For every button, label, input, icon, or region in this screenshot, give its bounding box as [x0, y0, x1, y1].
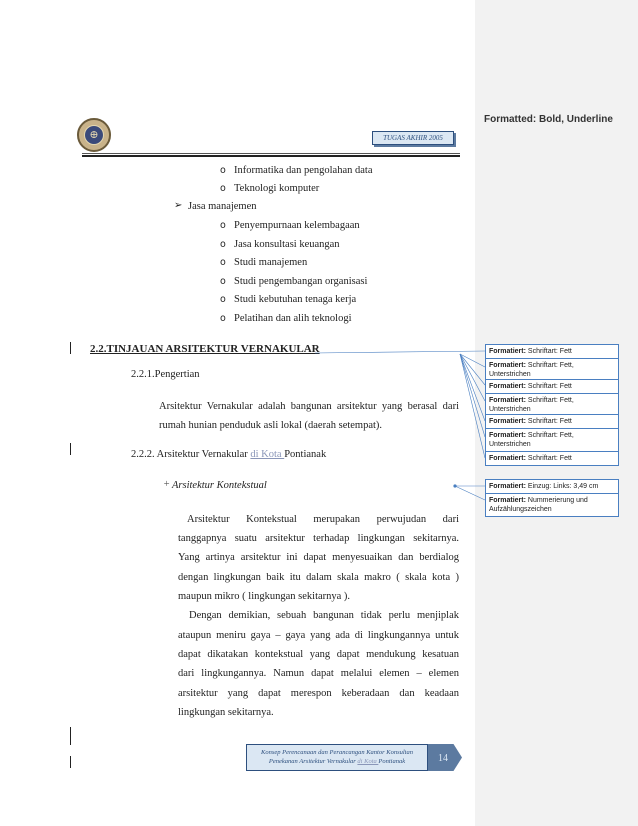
- format-comment[interactable]: [485, 414, 619, 429]
- inserted-text: di Kota: [250, 449, 285, 460]
- list-item: Pelatihan dan alih teknologi: [234, 313, 352, 324]
- comment-label: Formatiert:: [489, 455, 526, 462]
- comment-label: Formatiert:: [489, 362, 526, 369]
- circle-bullet-icon: o: [220, 165, 226, 176]
- header-badge: TUGAS AKHIR 2005: [372, 131, 454, 145]
- format-comment[interactable]: [485, 493, 619, 517]
- comment-text: Schriftart: Fett, Unterstrichen: [489, 432, 574, 448]
- comment-text: Einzug: Links: 3,49 cm: [527, 483, 599, 490]
- logo-glyph: ⊕: [89, 128, 99, 141]
- paragraph-line: dapat dikatakan kontekstual yang dapat mendukung kesatuan: [178, 649, 459, 660]
- comment-text: Schriftart: Fett: [527, 418, 572, 425]
- paragraph-line: arsitektur yang dapat merespon keberadaan dan keadaan: [178, 688, 459, 699]
- paragraph-line: Dengan demikian, sebuah bangunan tidak perlu menjiplak: [189, 610, 459, 621]
- circle-bullet-icon: o: [220, 183, 226, 194]
- footer-line-2-tail: Pontianak: [378, 758, 406, 765]
- sidebar-title: Formatted: Bold, Underline: [484, 114, 613, 125]
- paragraph-line: dari lingkungannya. Namun dapat melalui elemen – elemen: [178, 668, 459, 679]
- page-number: 14: [438, 753, 448, 764]
- comment-text: Nummerierung und Aufzählungszeichen: [489, 497, 588, 513]
- circle-bullet-icon: o: [220, 257, 226, 268]
- paragraph-line: maupun mikro ( lingkungan sekitarnya ).: [178, 591, 351, 602]
- comment-label: Formatiert:: [489, 483, 526, 490]
- footer-line-2: [246, 757, 428, 766]
- comment-text: Schriftart: Fett, Unterstrichen: [489, 362, 574, 378]
- comment-label: Formatiert:: [489, 348, 526, 355]
- comment-text: Schriftart: Fett, Unterstrichen: [489, 397, 574, 413]
- subsection-title-tail: Pontianak: [284, 449, 327, 460]
- list-item: Jasa konsultasi keuangan: [234, 239, 340, 250]
- footer-line-2-text: Penekanan Arsitektur Vernakular: [268, 758, 358, 765]
- subsection-title-text: 2.2.2. Arsitektur Vernakular: [131, 449, 251, 460]
- list-heading-jasa: Jasa manajemen: [188, 201, 257, 212]
- comment-text: Schriftart: Fett: [527, 455, 572, 462]
- paragraph-line: lingkungan sekitarnya.: [178, 707, 274, 718]
- paragraph-line: ataupun meniru gaya – gaya yang ada di lingkungannya untuk: [178, 630, 459, 641]
- list-item: Studi kebutuhan tenaga kerja: [234, 294, 357, 305]
- paragraph-line: tanggapnya suatu arsitektur terhadap lingkungan sekitarnya.: [178, 533, 459, 544]
- list-item: Studi pengembangan organisasi: [234, 276, 368, 287]
- paragraph-line: dengan lingkungan baik itu dalam skala makro ( skala kota ): [178, 572, 459, 583]
- comment-text: Schriftart: Fett: [527, 383, 572, 390]
- list-item: Studi manajemen: [234, 257, 308, 268]
- circle-bullet-icon: o: [220, 276, 226, 287]
- list-item: Teknologi komputer: [234, 183, 320, 194]
- format-comment[interactable]: [485, 428, 619, 452]
- format-comment[interactable]: [485, 479, 619, 494]
- footer-text: [246, 748, 428, 766]
- format-comment[interactable]: [485, 451, 619, 466]
- comment-label: Formatiert:: [489, 432, 526, 439]
- kontekstual-marker: +: [163, 479, 171, 490]
- kontekstual-title: Arsitektur Kontekstual: [172, 480, 267, 491]
- circle-bullet-icon: o: [220, 313, 226, 324]
- comment-label: Formatiert:: [489, 497, 526, 504]
- comment-text: Schriftart: Fett: [527, 348, 572, 355]
- section-heading: 2.2.TINJAUAN ARSITEKTUR VERNAKULAR: [90, 343, 320, 355]
- comment-label: Formatiert:: [489, 397, 526, 404]
- list-item: Penyempurnaan kelembagaan: [234, 220, 360, 231]
- subsection-title: 2.2.1.Pengertian: [131, 369, 200, 380]
- format-comment[interactable]: [485, 379, 619, 394]
- arrow-bullet-icon: ➢: [174, 200, 183, 211]
- footer-line-1: Konsep Perencanaan dan Perancangan Kantor Konsultan: [261, 749, 413, 756]
- paragraph-line: Arsitektur Vernakular adalah bangunan arsitektur yang berasal dari: [159, 401, 459, 412]
- circle-bullet-icon: o: [220, 239, 226, 250]
- paragraph-line: rumah hunian penduduk asli lokal (daerah setempat).: [159, 420, 383, 431]
- paragraph-line: Arsitektur Kontekstual merupakan perwujudan dari: [187, 514, 459, 525]
- footer-inserted-text: di Kota: [357, 758, 379, 765]
- comment-label: Formatiert:: [489, 418, 526, 425]
- comment-label: Formatiert:: [489, 383, 526, 390]
- list-item: Informatika dan pengolahan data: [234, 165, 373, 176]
- circle-bullet-icon: o: [220, 220, 226, 231]
- circle-bullet-icon: o: [220, 294, 226, 305]
- paragraph-line: Yang artinya arsitektur ini dapat menyesuaikan dan berdialog: [178, 552, 459, 563]
- format-comment[interactable]: [485, 344, 619, 359]
